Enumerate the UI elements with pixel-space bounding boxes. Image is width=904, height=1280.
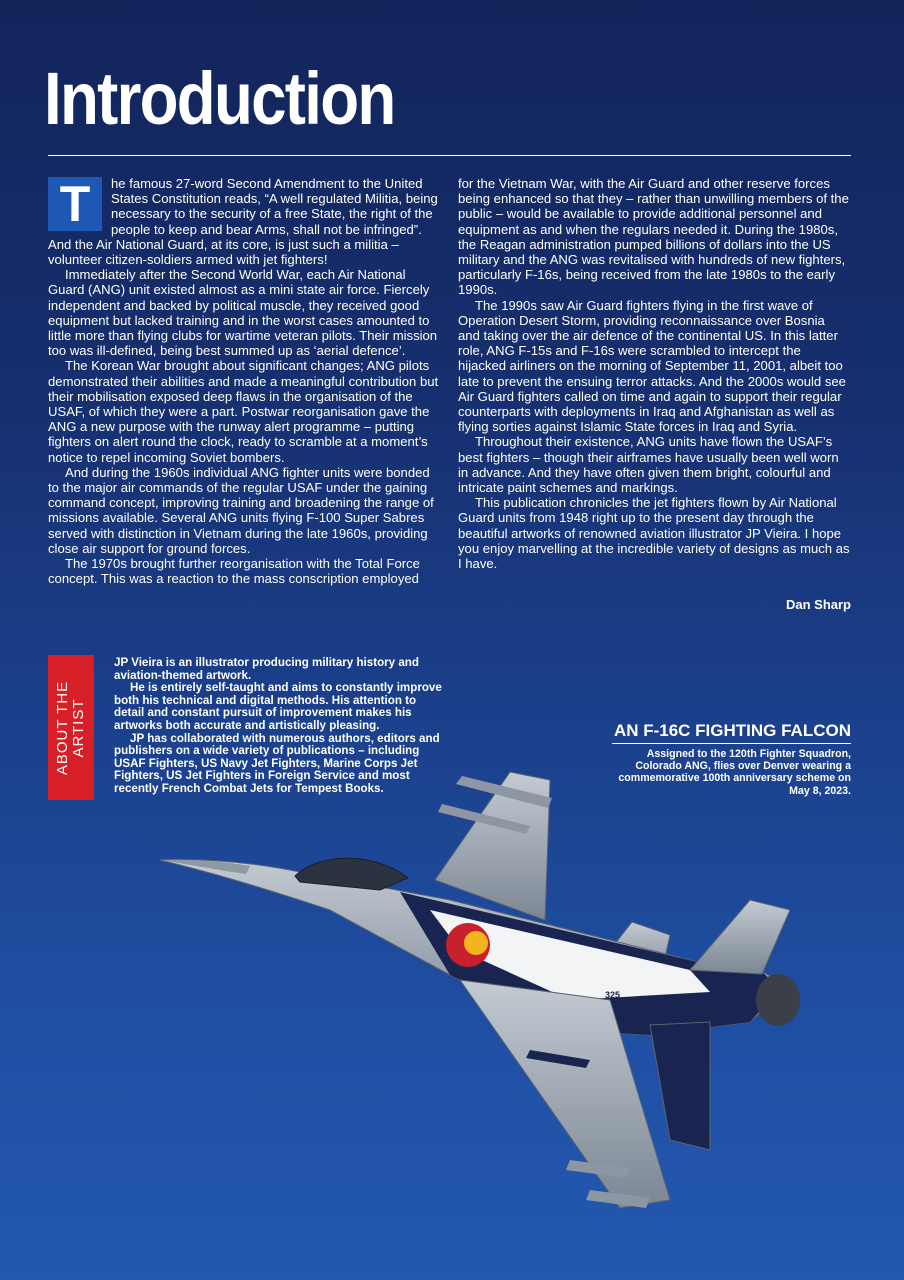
about-artist-label: ABOUT THE ARTIST — [54, 680, 87, 775]
intro-column-right — [458, 176, 850, 571]
intro-paragraph-4: And during the 1960s individual ANG fighter units were bonded to the major air commands of the regular USAF under the gaining command concept, improving training and broadening the range of missions available. Several ANG units flying F-100 Super Sabres served with distinction in Vietnam during the late 1960s, providing close air support for ground forces. — [48, 464, 434, 556]
photo-caption-text: Assigned to the 120th Fighter Squadron, Colorado ANG, flies over Denver wearing a commemorative 100th anniversary scheme on May 8, 2023. — [618, 748, 851, 797]
intro-paragraph-9: This publication chronicles the jet fighters flown by Air National Guard units from 1948 right up to the present day through the beautiful artworks of renowned aviation illustrator JP Vieira. I hope you enjoy marvelling at the incredible variety of designs as much as I have. — [458, 495, 850, 572]
f16-jet-icon — [150, 760, 840, 1230]
intro-paragraph-2: Immediately after the Second World War, each Air National Guard (ANG) unit existed almost as a mini state air force. Fiercely independent and backed by political muscle, they received good equipment but lacked training and in the worst cases amounted to little more than flying clubs for wartime veteran pilots. Their mission too was ill-defined, being best summed up as ‘aerial defence’. — [48, 267, 438, 359]
intro-paragraph-8: Throughout their existence, ANG units have flown the USAF’s best fighters – though their airframes have usually been well worn in advance. And they have often given them bright, colourful and intricate paint schemes and markings. — [458, 434, 839, 496]
lower-stabiliser — [650, 1022, 710, 1150]
vertical-tail — [690, 900, 790, 974]
page-title: Introduction — [44, 57, 395, 140]
intro-paragraph-1 — [48, 176, 440, 267]
about-artist-tab — [48, 655, 94, 800]
dropcap: T — [48, 177, 102, 231]
intro-paragraph-5: The 1970s brought further reorganisation with the Total Force concept. This was a reaction to the mass conscription employed — [48, 556, 420, 587]
exhaust-nozzle — [756, 974, 800, 1026]
artist-bio-paragraph-1: JP Vieira is an illustrator producing military history and aviation-themed artwork. — [114, 656, 419, 682]
intro-paragraph-1-text: he famous 27-word Second Amendment to the United States Constitution reads, “A well regulated Militia, being necessary to the security of a free State, the right of the people to keep and bear Arms, shall not be infringed”. And the Air National Guard, at its core, is just such a militia – volunteer citizen-soldiers armed with jet fighters! — [48, 176, 438, 268]
upper-wing — [435, 772, 552, 920]
title-divider — [48, 155, 851, 156]
intro-paragraph-7: The 1990s saw Air Guard fighters flying in the first wave of Operation Desert Storm, providing reconnaissance over Bosnia and taking over the air defence of the continental US. In this latter role, ANG F-15s and F-16s were scrambled to intercept the hijacked airliners on the morning of September 11, 2001, albeit too late to prevent the ensuing terror attacks. And the 2000s would see Air Guard fighters called on time and again to support their regular counterparts with deployments in Iraq and Afghanistan as well as flying sorties against Islamic State forces in Iraq and Syria. — [458, 297, 846, 435]
author-byline: Dan Sharp — [785, 597, 851, 612]
artist-bio-paragraph-2: He is entirely self-taught and aims to constantly improve both his technical and digital methods. His attention to detail and constant pursuit of improvement makes his artworks both accurate and artistically pleasing. — [114, 681, 442, 732]
intro-paragraph-6: for the Vietnam War, with the Air Guard and other reserve forces being enhanced so that they – rather than unwilling members of the public – would be available to provide additional personnel and equipment as and when the regulars needed it. During the 1980s, the Reagan administration pumped billions of dollars into the US military and the ANG was revitalised with hundreds of new fighters, particularly F-16s, being received from the late 1980s to the early 1990s. — [458, 176, 849, 298]
intro-column-left — [48, 176, 440, 586]
intro-paragraph-3: The Korean War brought about significant changes; ANG pilots demonstrated their abilities and made a meaningful contribution but their mobilisation exposed deep flaws in the organisation of the USAF, of which they were a part. Postwar reorganisation gave the ANG a new purpose with the runway alert programme – putting fighters on alert round the clock, ready to scramble at a moment’s notice to repel incoming Soviet bombers. — [48, 358, 439, 465]
tail-number: 325 — [605, 990, 621, 1000]
photo-caption-title: AN F-16C FIGHTING FALCON — [612, 721, 851, 744]
artist-bio-paragraph-3: JP has collaborated with numerous authors, editors and publishers on a wide variety of publications – including USAF Fighters, US Navy Jet Fighters, Marine Corps Jet Fighters, US Jet Fighters in Foreign Service and most recently French Combat Jets for Tempest Books. — [114, 731, 440, 795]
